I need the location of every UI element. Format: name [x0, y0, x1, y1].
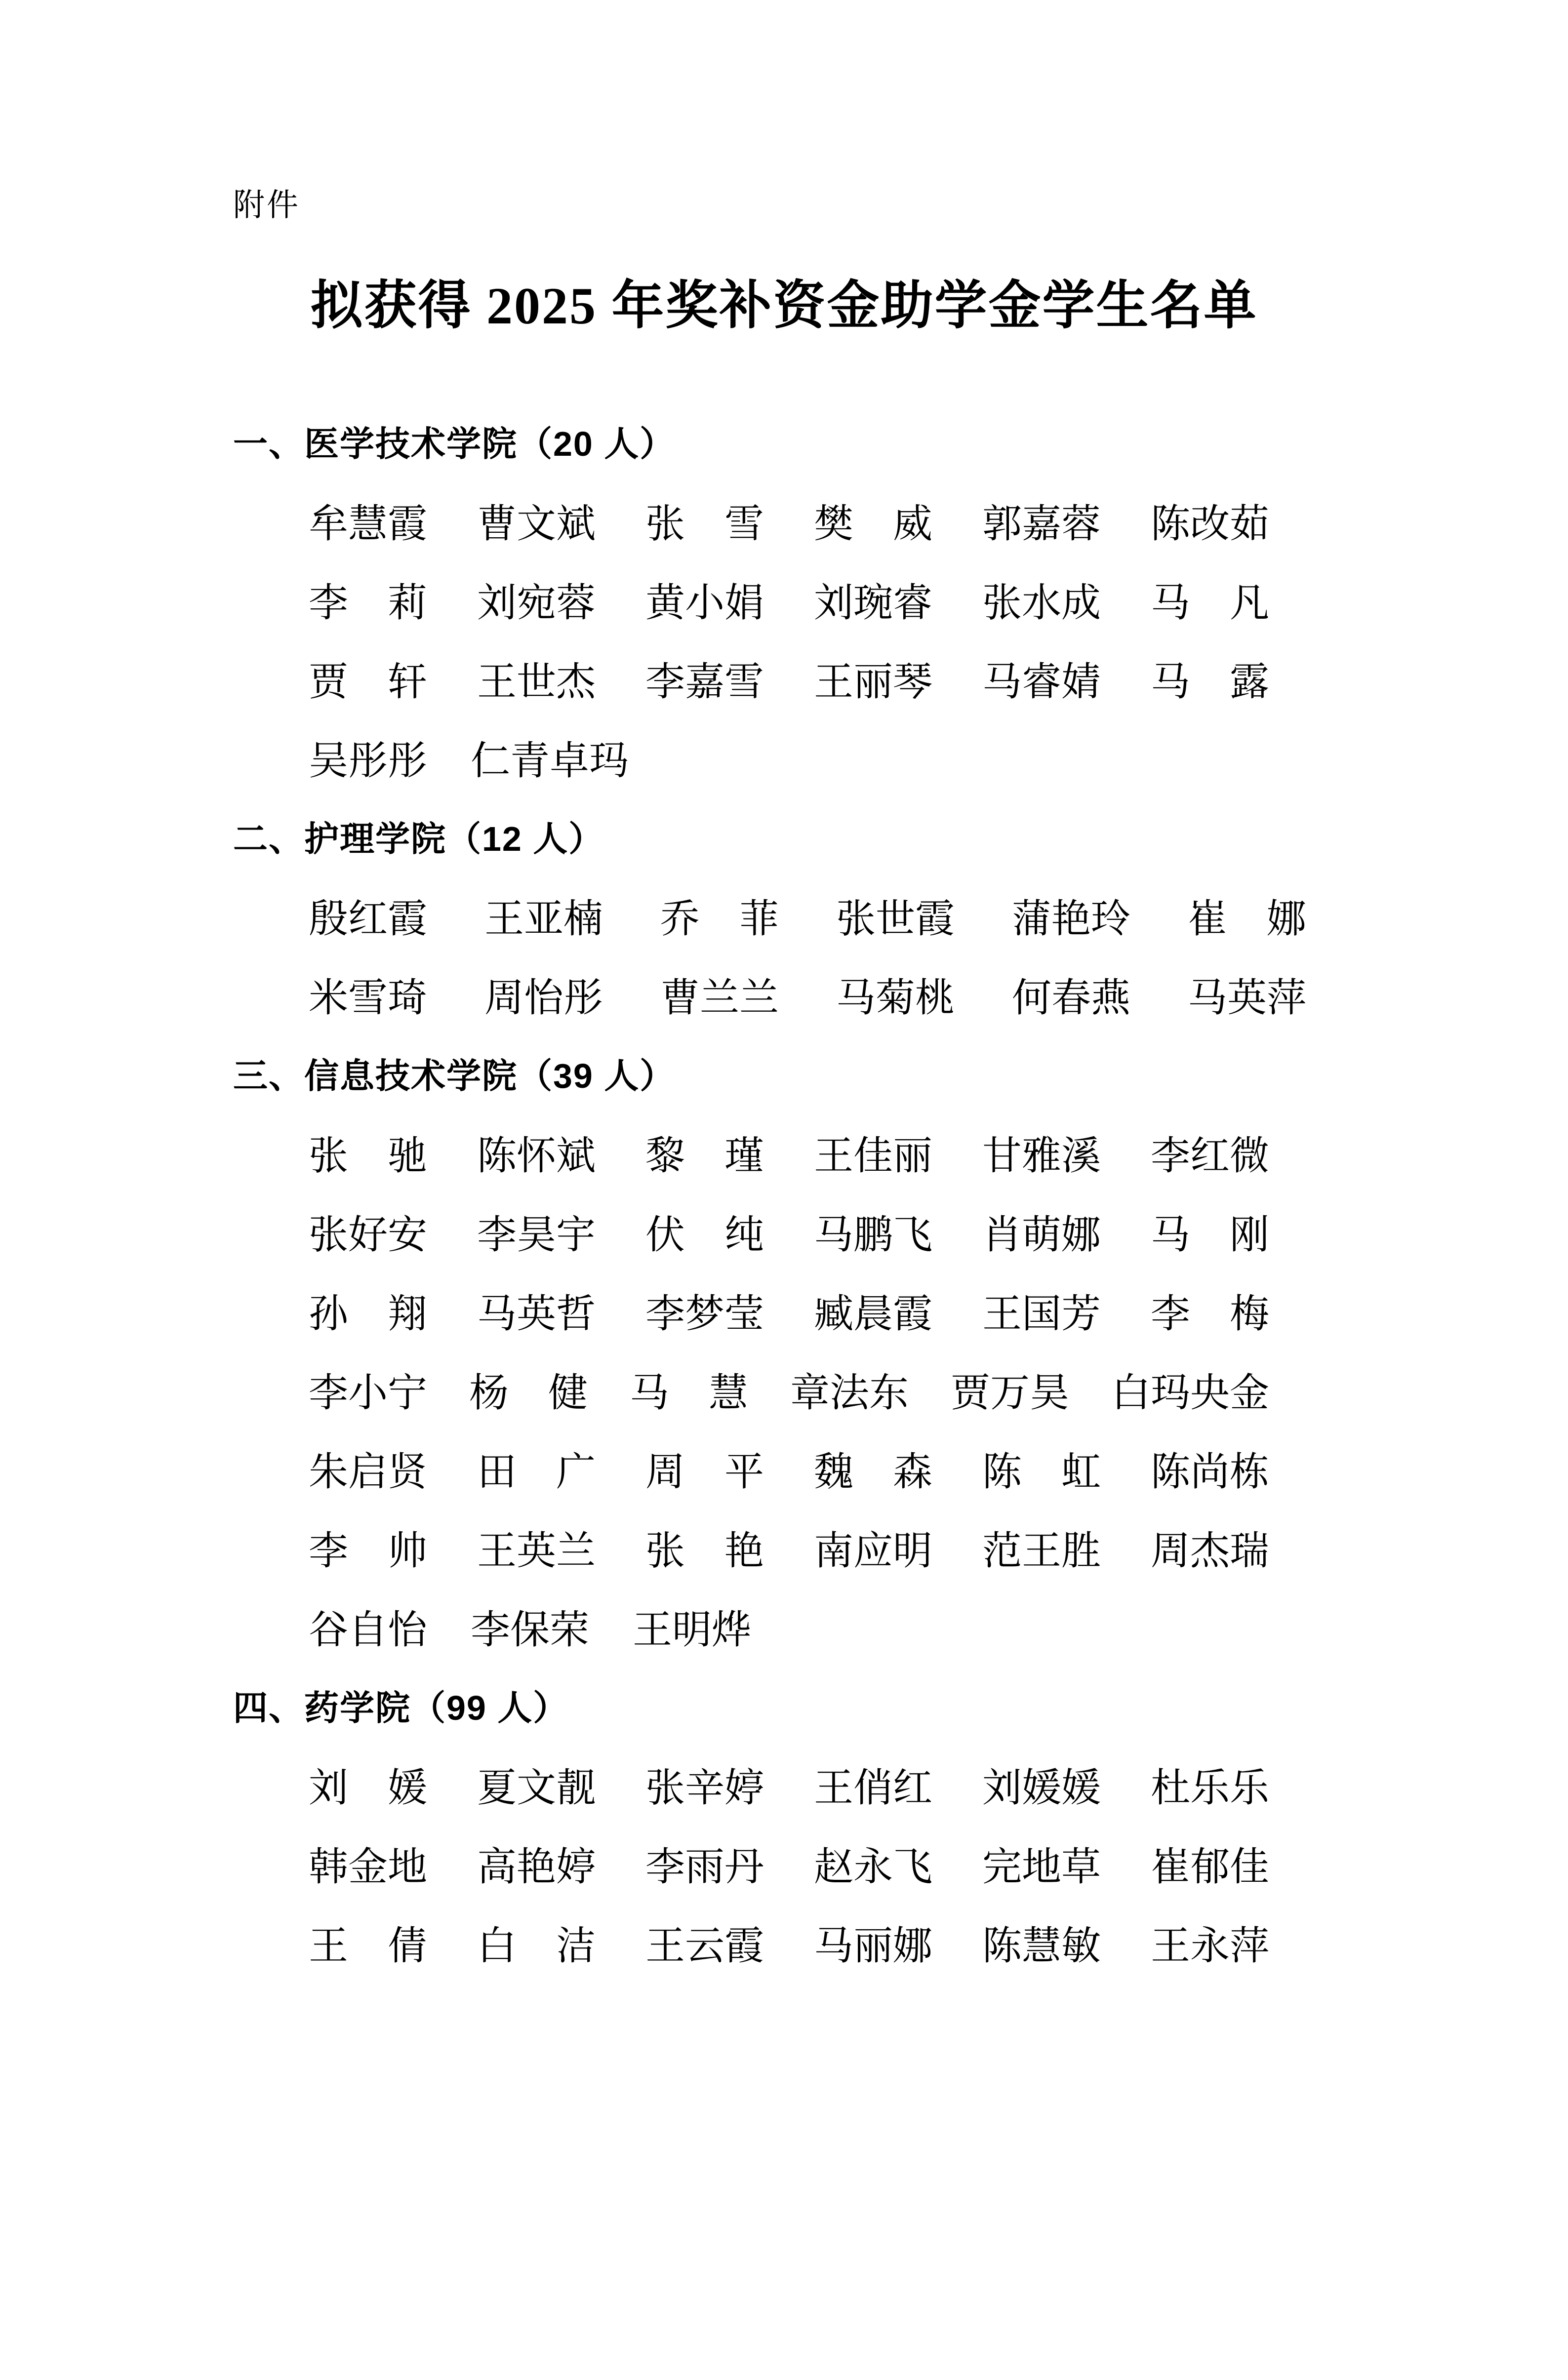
name-char: 驰 [388, 1134, 427, 1178]
name-char: 艳 [724, 1529, 764, 1573]
name-row-inner [309, 1598, 751, 1655]
name-char: 马 [1151, 1213, 1190, 1257]
name-char: 马 [1151, 581, 1190, 625]
name-char: 马 [1151, 660, 1190, 704]
student-name: 陈改茹 [1151, 502, 1269, 546]
student-name [477, 1914, 596, 1971]
student-name [309, 650, 427, 707]
student-name [660, 887, 779, 944]
student-name: 高艳婷 [477, 1845, 596, 1889]
student-name: 谷自怡 [309, 1608, 427, 1652]
student-name: 李红微 [1151, 1134, 1269, 1178]
name-row [0, 638, 1568, 717]
student-name: 刘琬睿 [814, 581, 932, 625]
student-name: 夏文靓 [477, 1766, 596, 1810]
name-row [0, 1112, 1568, 1191]
student-name: 王丽琴 [814, 660, 932, 704]
student-name: 张好安 [309, 1213, 427, 1257]
student-name: 陈慧敏 [982, 1924, 1101, 1968]
name-row-inner [309, 729, 629, 786]
name-char: 王 [309, 1924, 348, 1968]
document-page [0, 163, 1568, 2380]
student-name: 李保荣 [471, 1608, 589, 1652]
student-name: 张世霞 [836, 897, 955, 941]
student-name: 郭嘉蓉 [982, 502, 1101, 546]
student-name [645, 1203, 764, 1260]
student-name: 张水成 [982, 581, 1101, 625]
student-name: 刘媛媛 [982, 1766, 1101, 1810]
name-char: 帅 [388, 1529, 427, 1573]
student-name [309, 1519, 427, 1576]
name-char: 乔 [660, 897, 700, 941]
name-char: 李 [309, 581, 348, 625]
section-heading: 二、护理学院（12 人） [233, 819, 604, 858]
student-name [309, 1914, 427, 1971]
name-char: 马 [630, 1371, 669, 1415]
name-char: 平 [724, 1450, 764, 1494]
name-row [0, 875, 1568, 954]
student-name: 完地草 [982, 1845, 1101, 1889]
name-row-inner [309, 1203, 1269, 1260]
student-name: 李雨丹 [645, 1845, 764, 1889]
student-name: 王明烨 [633, 1608, 751, 1652]
student-name [1151, 1282, 1269, 1339]
student-name: 赵永飞 [814, 1845, 932, 1889]
student-name: 王俏红 [814, 1766, 932, 1810]
name-row-inner [309, 1756, 1269, 1813]
student-name: 周杰瑞 [1151, 1529, 1269, 1573]
student-name: 崔郁佳 [1151, 1845, 1269, 1889]
page-title: 拟获得 2025 年奖补资金助学金学生名单 [310, 277, 1258, 335]
name-char: 李 [1151, 1292, 1190, 1336]
name-row [0, 559, 1568, 638]
name-char: 陈 [982, 1450, 1022, 1494]
student-name: 李小宁 [309, 1371, 427, 1415]
name-row-inner [309, 571, 1269, 628]
student-name: 王亚楠 [484, 897, 603, 941]
student-name [309, 571, 427, 628]
student-name: 黄小娟 [645, 581, 764, 625]
student-name: 臧晨霞 [814, 1292, 932, 1336]
student-name: 王永萍 [1151, 1924, 1269, 1968]
student-name: 张辛婷 [645, 1766, 764, 1810]
student-name [309, 1124, 427, 1181]
name-char: 刘 [309, 1766, 348, 1810]
section-heading: 三、信息技术学院（39 人） [233, 1056, 676, 1095]
student-name: 刘宛蓉 [477, 581, 596, 625]
name-row [0, 954, 1568, 1033]
student-name: 王世杰 [477, 660, 596, 704]
student-name: 陈尚栋 [1151, 1450, 1269, 1494]
student-name [645, 492, 764, 549]
name-char: 雪 [724, 502, 764, 546]
name-row-inner [309, 1282, 1269, 1339]
name-row [0, 480, 1568, 559]
student-name: 马菊桃 [836, 976, 955, 1020]
student-name: 马鹏飞 [814, 1213, 932, 1257]
name-char: 菲 [739, 897, 779, 941]
name-char: 健 [548, 1371, 588, 1415]
name-char: 孙 [309, 1292, 348, 1336]
name-row-inner [309, 492, 1269, 549]
student-name [1151, 571, 1269, 628]
name-char: 白 [477, 1924, 517, 1968]
name-row-inner [309, 1361, 1269, 1418]
student-name [309, 1282, 427, 1339]
student-name: 贾万昊 [951, 1371, 1069, 1415]
student-name: 马英萍 [1188, 976, 1306, 1020]
name-char: 伏 [645, 1213, 685, 1257]
student-name [645, 1519, 764, 1576]
name-char: 娜 [1267, 897, 1306, 941]
student-name: 王国芳 [982, 1292, 1101, 1336]
student-name [814, 492, 932, 549]
name-char: 慧 [709, 1371, 748, 1415]
name-char: 瑾 [724, 1134, 764, 1178]
name-row-inner [309, 1440, 1269, 1497]
name-char: 虹 [1061, 1450, 1101, 1494]
name-char: 梅 [1230, 1292, 1269, 1336]
name-row [0, 1507, 1568, 1587]
student-name [645, 1440, 764, 1497]
name-row [0, 1191, 1568, 1270]
student-name: 殷红霞 [309, 897, 427, 941]
name-char: 洁 [556, 1924, 596, 1968]
section-heading: 一、医学技术学院（20 人） [233, 424, 676, 463]
student-name [1151, 1203, 1269, 1260]
name-char: 黎 [645, 1134, 685, 1178]
student-name: 曹兰兰 [660, 976, 779, 1020]
name-row-inner [309, 1835, 1269, 1892]
student-name: 南应明 [814, 1529, 932, 1573]
student-name: 蒲艳玲 [1012, 897, 1130, 941]
student-name: 李梦莹 [645, 1292, 764, 1336]
name-char: 森 [893, 1450, 932, 1494]
student-name [309, 1756, 427, 1813]
name-char: 威 [893, 502, 932, 546]
name-char: 魏 [814, 1450, 853, 1494]
student-name: 牟慧霞 [309, 502, 427, 546]
name-row [0, 1349, 1568, 1428]
name-char: 张 [309, 1134, 348, 1178]
name-row [0, 1587, 1568, 1666]
student-name: 朱启贤 [309, 1450, 427, 1494]
name-char: 媛 [388, 1766, 427, 1810]
student-name [1188, 887, 1306, 944]
name-char: 田 [477, 1450, 517, 1494]
student-name: 王英兰 [477, 1529, 596, 1573]
name-row [0, 1270, 1568, 1349]
student-name: 米雪琦 [309, 976, 427, 1020]
student-name: 陈怀斌 [477, 1134, 596, 1178]
name-char: 凡 [1230, 581, 1269, 625]
student-name: 李昊宇 [477, 1213, 596, 1257]
student-name: 章法东 [790, 1371, 909, 1415]
student-name: 马丽娜 [814, 1924, 932, 1968]
name-char: 张 [645, 1529, 685, 1573]
name-char: 杨 [469, 1371, 509, 1415]
student-name [982, 1440, 1101, 1497]
name-char: 李 [309, 1529, 348, 1573]
student-name [645, 1124, 764, 1181]
student-name: 韩金地 [309, 1845, 427, 1889]
sections-container [0, 401, 1568, 1982]
name-row [0, 1428, 1568, 1507]
name-row-inner [309, 1914, 1269, 1971]
student-name [1151, 650, 1269, 707]
student-name: 仁青卓玛 [471, 739, 629, 783]
student-name: 周怡彤 [484, 976, 603, 1020]
name-char: 纯 [724, 1213, 764, 1257]
student-name [630, 1361, 748, 1418]
name-row [0, 1824, 1568, 1903]
student-name: 马英哲 [477, 1292, 596, 1336]
name-row-inner [309, 1519, 1269, 1576]
student-name: 曹文斌 [477, 502, 596, 546]
student-name [477, 1440, 596, 1497]
name-char: 露 [1230, 660, 1269, 704]
name-char: 崔 [1188, 897, 1227, 941]
student-name: 范王胜 [982, 1529, 1101, 1573]
student-name: 王佳丽 [814, 1134, 932, 1178]
student-name [814, 1440, 932, 1497]
name-row [0, 717, 1568, 796]
name-row-inner [309, 966, 1306, 1023]
name-char: 贾 [309, 660, 348, 704]
student-name: 何春燕 [1012, 976, 1130, 1020]
name-char: 刚 [1230, 1213, 1269, 1257]
student-name: 李嘉雪 [645, 660, 764, 704]
section-heading: 四、药学院（99 人） [233, 1688, 569, 1727]
name-row-inner [309, 887, 1306, 944]
student-name: 白玛央金 [1111, 1371, 1269, 1415]
student-name: 甘雅溪 [982, 1134, 1101, 1178]
name-row [0, 1903, 1568, 1982]
student-name: 马睿婧 [982, 660, 1101, 704]
student-name [469, 1361, 588, 1418]
name-char: 翔 [388, 1292, 427, 1336]
name-char: 樊 [814, 502, 853, 546]
name-char: 广 [556, 1450, 596, 1494]
name-row-inner [309, 650, 1269, 707]
name-row [0, 1745, 1568, 1824]
name-row-inner [309, 1124, 1269, 1181]
student-name: 吴彤彤 [309, 739, 427, 783]
name-char: 莉 [388, 581, 427, 625]
student-name: 王云霞 [645, 1924, 764, 1968]
attachment-label: 附件 [233, 187, 300, 223]
student-name: 杜乐乐 [1151, 1766, 1269, 1810]
name-char: 轩 [388, 660, 427, 704]
name-char: 倩 [388, 1924, 427, 1968]
name-char: 周 [645, 1450, 685, 1494]
name-char: 张 [645, 502, 685, 546]
student-name: 肖萌娜 [982, 1213, 1101, 1257]
